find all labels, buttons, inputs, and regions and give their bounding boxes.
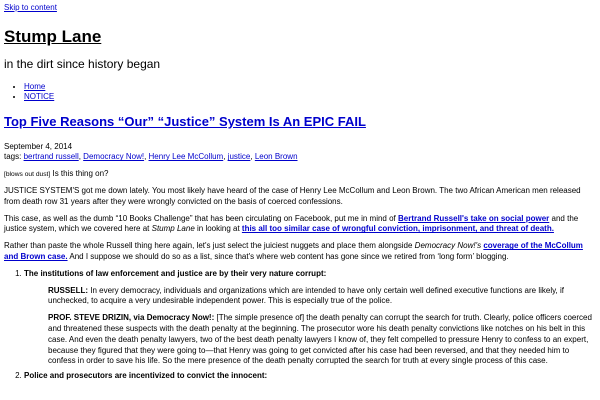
tag-link[interactable]: bertrand russell — [23, 152, 79, 162]
paragraph-3: Rather than paste the whole Russell thing here again, let's just select the juiciest nuggets and place them alongside Democracy Now!'s coverage of the McCollum and Brown case. And I suppose we should do so as a list, since that's where web content has gone since we retired from ‘long form’ blogging. — [4, 241, 583, 262]
post-date: September 4, 2014 — [4, 141, 73, 151]
site-title-link[interactable]: Stump Lane — [4, 27, 102, 46]
paragraph-2: This case, as well as the dumb “10 Books Challenge” that has been circulating on Facebook, put me in mind of Bertrand Russell's take on social power and the justice system, which we covered here at Stump Lane in looking at this all too similar case of wrongful conviction, imprisonment, and threat of death. — [4, 213, 579, 234]
russell-social-power-link[interactable]: Bertrand Russell's take on social power — [398, 213, 550, 223]
wrongful-conviction-link[interactable]: this all too similar case of wrongful conviction, imprisonment, and threat of death. — [241, 224, 554, 234]
nav-link-notice[interactable]: NOTICE — [24, 92, 55, 102]
post-meta — [4, 142, 596, 164]
blows-out-note: [blows out dust] — [4, 171, 51, 179]
paragraph-1: JUSTICE SYSTEM'S got me down lately. You most likely have heard of the case of Henry Lee McCollum and Leon Brown. The two African American men released from death row 31 years after they were wrongly convicted on the basis of coerced confessions. — [4, 186, 581, 206]
site-tagline: in the dirt since history began — [4, 56, 161, 71]
drizin-quote: PROF. STEVE DRIZIN, via Democracy Now!: [The simple presence of] the death penalty can corrupt the search for truth. Clearly, police officers coerced and threatened these suspects with the death penalty at the beginning. The prosecutor wore his death penalty convictions like notches on his belt in this case. And even the death penalty lawyers, two of the best death penalty lawyers I know of, they felt compelled to pressure Henry to confess to an expert, because they figured that they were going to—that Henry was going to get convicted after his case had been reversed, and that they needed him to confess in order to save his life. So the mere presence of the death penalty corrupted the search for truth at every single process of this case. — [48, 313, 592, 366]
coverage-link[interactable]: coverage of the McCollum and Brown case. — [4, 241, 583, 262]
tag-link[interactable]: Henry Lee McCollum — [148, 152, 224, 162]
site-title — [4, 28, 596, 47]
tag-link[interactable]: Leon Brown — [254, 152, 298, 162]
post-tags: tags: bertrand russell, Democracy Now!, Henry Lee McCollum, justice, Leon Brown — [4, 152, 298, 162]
russell-quote: RUSSELL: In every democracy, individuals and organizations which are intended to have only certain well defined executive functions are likely, if unchecked, to acquire a very undesirable independent power. This is especially true of the police. — [48, 285, 564, 306]
intro-paragraph: [blows out dust] Is this thing on? — [4, 169, 109, 179]
post-title — [4, 114, 596, 130]
tags-label: tags: — [4, 152, 22, 162]
skip-to-content-link[interactable]: Skip to content — [4, 3, 57, 12]
list-item — [24, 269, 596, 367]
list-item — [24, 371, 596, 382]
reasons-list — [4, 269, 596, 382]
tag-link[interactable]: justice — [227, 152, 251, 162]
main-nav — [4, 82, 596, 102]
nav-item-home — [24, 82, 596, 92]
tag-link[interactable]: Democracy Now! — [83, 152, 145, 162]
nav-link-home[interactable]: Home — [24, 82, 46, 92]
post-title-link[interactable]: Top Five Reasons “Our” “Justice” System Is An EPIC FAIL — [4, 114, 366, 130]
post-content — [4, 169, 596, 382]
quote-block — [48, 286, 596, 368]
list-item-heading: The institutions of law enforcement and justice are by their very nature corrupt: — [24, 268, 327, 278]
list-item-heading: Police and prosecutors are incentivized to convict the innocent: — [24, 371, 268, 381]
nav-item-notice — [24, 92, 596, 102]
